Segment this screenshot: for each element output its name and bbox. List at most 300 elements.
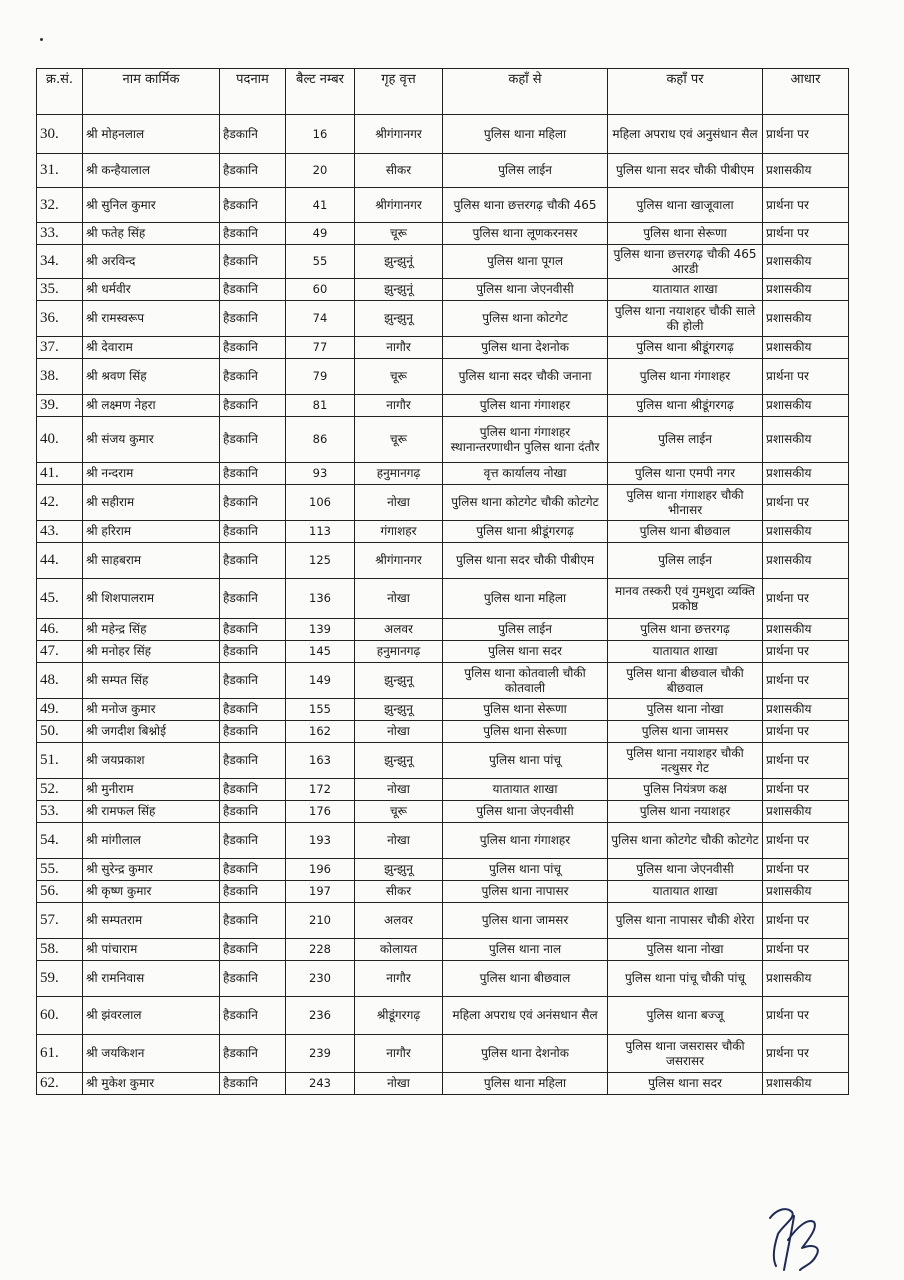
- serial-cell: 41.: [37, 463, 83, 485]
- to-location-cell: पुलिस लाईन: [608, 417, 763, 463]
- serial-cell: 48.: [37, 663, 83, 699]
- home-circle-cell: हनुमानगढ़: [355, 463, 443, 485]
- basis-cell: प्रार्थना पर: [763, 823, 849, 859]
- home-circle-cell: नोखा: [355, 1073, 443, 1095]
- name-cell: श्री श्रवण सिंह: [83, 359, 220, 395]
- name-cell: श्री नन्दराम: [83, 463, 220, 485]
- home-circle-cell: सीकर: [355, 881, 443, 903]
- basis-cell: प्रशासकीय: [763, 463, 849, 485]
- home-circle-cell: नागौर: [355, 395, 443, 417]
- belt-number-cell: 163: [286, 743, 355, 779]
- designation-cell: हैडकानि: [220, 279, 286, 301]
- basis-cell: प्रार्थना पर: [763, 485, 849, 521]
- from-location-cell: पुलिस थाना कोटगेट: [443, 301, 608, 337]
- basis-cell: प्रार्थना पर: [763, 779, 849, 801]
- header-cell: नाम कार्मिक: [83, 69, 220, 115]
- to-location-cell: पुलिस थाना नोखा: [608, 699, 763, 721]
- to-location-cell: मानव तस्करी एवं गुमशुदा व्यक्ति प्रकोष्ठ: [608, 579, 763, 619]
- designation-cell: हैडकानि: [220, 359, 286, 395]
- belt-number-cell: 210: [286, 903, 355, 939]
- basis-cell: प्रार्थना पर: [763, 997, 849, 1035]
- basis-cell: प्रशासकीय: [763, 881, 849, 903]
- basis-cell: प्रार्थना पर: [763, 223, 849, 245]
- name-cell: श्री मनोज कुमार: [83, 699, 220, 721]
- table-row: [37, 223, 849, 245]
- from-location-cell: पुलिस थाना नाल: [443, 939, 608, 961]
- basis-cell: प्रशासकीय: [763, 1073, 849, 1095]
- to-location-cell: यातायात शाखा: [608, 641, 763, 663]
- basis-cell: प्रार्थना पर: [763, 359, 849, 395]
- name-cell: श्री फतेह सिंह: [83, 223, 220, 245]
- to-location-cell: यातायात शाखा: [608, 881, 763, 903]
- designation-cell: हैडकानि: [220, 245, 286, 279]
- from-location-cell: पुलिस थाना पांचू: [443, 743, 608, 779]
- name-cell: श्री हरिराम: [83, 521, 220, 543]
- designation-cell: हैडकानि: [220, 463, 286, 485]
- home-circle-cell: झुन्झुनू: [355, 699, 443, 721]
- from-location-cell: पुलिस थाना सेरूणा: [443, 721, 608, 743]
- name-cell: श्री सुनिल कुमार: [83, 188, 220, 223]
- designation-cell: हैडकानि: [220, 521, 286, 543]
- home-circle-cell: नागौर: [355, 961, 443, 997]
- from-location-cell: पुलिस थाना महिला: [443, 579, 608, 619]
- table-row: [37, 743, 849, 779]
- serial-cell: 47.: [37, 641, 83, 663]
- serial-cell: 61.: [37, 1035, 83, 1073]
- belt-number-cell: 236: [286, 997, 355, 1035]
- from-location-cell: पुलिस थाना पूगल: [443, 245, 608, 279]
- serial-cell: 49.: [37, 699, 83, 721]
- serial-cell: 36.: [37, 301, 83, 337]
- to-location-cell: पुलिस थाना गंगाशहर: [608, 359, 763, 395]
- to-location-cell: पुलिस थाना सेरूणा: [608, 223, 763, 245]
- header-cell: कहाँ पर: [608, 69, 763, 115]
- home-circle-cell: अलवर: [355, 619, 443, 641]
- name-cell: श्री मनोहर सिंह: [83, 641, 220, 663]
- belt-number-cell: 20: [286, 154, 355, 188]
- belt-number-cell: 136: [286, 579, 355, 619]
- name-cell: श्री जयकिशन: [83, 1035, 220, 1073]
- designation-cell: हैडकानि: [220, 1035, 286, 1073]
- to-location-cell: पुलिस थाना खाजूवाला: [608, 188, 763, 223]
- name-cell: श्री मुनीराम: [83, 779, 220, 801]
- designation-cell: हैडकानि: [220, 115, 286, 154]
- table-row: [37, 903, 849, 939]
- header-cell: आधार: [763, 69, 849, 115]
- basis-cell: प्रशासकीय: [763, 417, 849, 463]
- designation-cell: हैडकानि: [220, 859, 286, 881]
- from-location-cell: पुलिस थाना देशनोक: [443, 337, 608, 359]
- designation-cell: हैडकानि: [220, 619, 286, 641]
- name-cell: श्री लक्ष्मण नेहरा: [83, 395, 220, 417]
- basis-cell: प्रशासकीय: [763, 521, 849, 543]
- from-location-cell: पुलिस थाना जेएनवीसी: [443, 801, 608, 823]
- belt-number-cell: 49: [286, 223, 355, 245]
- home-circle-cell: कोलायत: [355, 939, 443, 961]
- to-location-cell: पुलिस थाना जेएनवीसी: [608, 859, 763, 881]
- from-location-cell: पुलिस थाना गंगाशहर स्थानान्तरणाधीन पुलिस थाना दंतौर: [443, 417, 608, 463]
- designation-cell: हैडकानि: [220, 223, 286, 245]
- home-circle-cell: गंगाशहर: [355, 521, 443, 543]
- from-location-cell: पुलिस थाना जेएनवीसी: [443, 279, 608, 301]
- designation-cell: हैडकानि: [220, 721, 286, 743]
- table-row: [37, 699, 849, 721]
- from-location-cell: महिला अपराध एवं अनंसधान सैल: [443, 997, 608, 1035]
- home-circle-cell: नागौर: [355, 337, 443, 359]
- table-row: [37, 301, 849, 337]
- designation-cell: हैडकानि: [220, 801, 286, 823]
- name-cell: श्री पांचाराम: [83, 939, 220, 961]
- from-location-cell: पुलिस थाना जामसर: [443, 903, 608, 939]
- table-row: [37, 485, 849, 521]
- home-circle-cell: श्रीडूंगरगढ़: [355, 997, 443, 1035]
- serial-cell: 44.: [37, 543, 83, 579]
- designation-cell: हैडकानि: [220, 743, 286, 779]
- table-row: [37, 721, 849, 743]
- to-location-cell: पुलिस थाना बीछवाल चौकी बीछवाल: [608, 663, 763, 699]
- to-location-cell: पुलिस थाना नयाशहर: [608, 801, 763, 823]
- to-location-cell: पुलिस थाना नोखा: [608, 939, 763, 961]
- to-location-cell: पुलिस थाना एमपी नगर: [608, 463, 763, 485]
- table-row: [37, 663, 849, 699]
- basis-cell: प्रशासकीय: [763, 245, 849, 279]
- table-row: [37, 395, 849, 417]
- table-row: [37, 543, 849, 579]
- belt-number-cell: 228: [286, 939, 355, 961]
- basis-cell: प्रशासकीय: [763, 395, 849, 417]
- table-row: [37, 337, 849, 359]
- home-circle-cell: चूरू: [355, 359, 443, 395]
- serial-cell: 46.: [37, 619, 83, 641]
- belt-number-cell: 93: [286, 463, 355, 485]
- basis-cell: प्रार्थना पर: [763, 721, 849, 743]
- name-cell: श्री कन्हैयालाल: [83, 154, 220, 188]
- name-cell: श्री अरविन्द: [83, 245, 220, 279]
- home-circle-cell: झुन्झुनू: [355, 301, 443, 337]
- table-row: [37, 188, 849, 223]
- designation-cell: हैडकानि: [220, 337, 286, 359]
- designation-cell: हैडकानि: [220, 699, 286, 721]
- from-location-cell: पुलिस थाना महिला: [443, 1073, 608, 1095]
- from-location-cell: यातायात शाखा: [443, 779, 608, 801]
- header-cell: गृह वृत्त: [355, 69, 443, 115]
- table-row: [37, 619, 849, 641]
- name-cell: श्री सहीराम: [83, 485, 220, 521]
- from-location-cell: पुलिस थाना गंगाशहर: [443, 823, 608, 859]
- basis-cell: प्रार्थना पर: [763, 579, 849, 619]
- home-circle-cell: चूरू: [355, 801, 443, 823]
- serial-cell: 53.: [37, 801, 83, 823]
- home-circle-cell: नोखा: [355, 485, 443, 521]
- basis-cell: प्रशासकीय: [763, 301, 849, 337]
- belt-number-cell: 243: [286, 1073, 355, 1095]
- basis-cell: प्रशासकीय: [763, 337, 849, 359]
- designation-cell: हैडकानि: [220, 779, 286, 801]
- designation-cell: हैडकानि: [220, 395, 286, 417]
- table-row: [37, 245, 849, 279]
- from-location-cell: पुलिस थाना महिला: [443, 115, 608, 154]
- serial-cell: 54.: [37, 823, 83, 859]
- belt-number-cell: 197: [286, 881, 355, 903]
- designation-cell: हैडकानि: [220, 543, 286, 579]
- to-location-cell: पुलिस थाना गंगाशहर चौकी भीनासर: [608, 485, 763, 521]
- belt-number-cell: 139: [286, 619, 355, 641]
- serial-cell: 34.: [37, 245, 83, 279]
- table-row: [37, 961, 849, 997]
- basis-cell: प्रशासकीय: [763, 543, 849, 579]
- name-cell: श्री रामनिवास: [83, 961, 220, 997]
- designation-cell: हैडकानि: [220, 881, 286, 903]
- table-row: [37, 641, 849, 663]
- from-location-cell: पुलिस थाना नापासर: [443, 881, 608, 903]
- designation-cell: हैडकानि: [220, 939, 286, 961]
- designation-cell: हैडकानि: [220, 997, 286, 1035]
- name-cell: श्री सम्पत सिंह: [83, 663, 220, 699]
- table-row: [37, 859, 849, 881]
- name-cell: श्री मोहनलाल: [83, 115, 220, 154]
- belt-number-cell: 155: [286, 699, 355, 721]
- table-row: [37, 779, 849, 801]
- name-cell: श्री साहबराम: [83, 543, 220, 579]
- transfer-table: [36, 68, 849, 1095]
- home-circle-cell: झुन्झुनूं: [355, 279, 443, 301]
- basis-cell: प्रशासकीय: [763, 801, 849, 823]
- to-location-cell: पुलिस थाना जामसर: [608, 721, 763, 743]
- designation-cell: हैडकानि: [220, 301, 286, 337]
- name-cell: श्री मुकेश कुमार: [83, 1073, 220, 1095]
- basis-cell: प्रार्थना पर: [763, 663, 849, 699]
- from-location-cell: पुलिस थाना कोतवाली चौकी कोतवाली: [443, 663, 608, 699]
- table-row: [37, 997, 849, 1035]
- basis-cell: प्रशासकीय: [763, 699, 849, 721]
- table-row: [37, 579, 849, 619]
- designation-cell: हैडकानि: [220, 903, 286, 939]
- serial-cell: 42.: [37, 485, 83, 521]
- to-location-cell: पुलिस लाईन: [608, 543, 763, 579]
- to-location-cell: महिला अपराध एवं अनुसंधान सैल: [608, 115, 763, 154]
- serial-cell: 35.: [37, 279, 83, 301]
- to-location-cell: पुलिस थाना नयाशहर चौकी साले की होली: [608, 301, 763, 337]
- designation-cell: हैडकानि: [220, 579, 286, 619]
- to-location-cell: पुलिस थाना श्रीडूंगरगढ़: [608, 337, 763, 359]
- name-cell: श्री संजय कुमार: [83, 417, 220, 463]
- from-location-cell: पुलिस थाना सदर चौकी पीबीएम: [443, 543, 608, 579]
- home-circle-cell: नोखा: [355, 579, 443, 619]
- table-row: [37, 359, 849, 395]
- table-row: [37, 279, 849, 301]
- table-row: [37, 1035, 849, 1073]
- to-location-cell: पुलिस थाना बीछवाल: [608, 521, 763, 543]
- from-location-cell: पुलिस थाना सदर: [443, 641, 608, 663]
- belt-number-cell: 86: [286, 417, 355, 463]
- header-row: [37, 69, 849, 115]
- name-cell: श्री देवाराम: [83, 337, 220, 359]
- serial-cell: 57.: [37, 903, 83, 939]
- home-circle-cell: श्रीगंगानगर: [355, 188, 443, 223]
- from-location-cell: पुलिस थाना कोटगेट चौकी कोटगेट: [443, 485, 608, 521]
- from-location-cell: पुलिस थाना लूणकरनसर: [443, 223, 608, 245]
- belt-number-cell: 162: [286, 721, 355, 743]
- from-location-cell: पुलिस थाना देशनोक: [443, 1035, 608, 1073]
- serial-cell: 45.: [37, 579, 83, 619]
- belt-number-cell: 239: [286, 1035, 355, 1073]
- basis-cell: प्रार्थना पर: [763, 859, 849, 881]
- basis-cell: प्रार्थना पर: [763, 115, 849, 154]
- from-location-cell: पुलिस लाईन: [443, 619, 608, 641]
- belt-number-cell: 149: [286, 663, 355, 699]
- home-circle-cell: झुन्झुनूं: [355, 245, 443, 279]
- designation-cell: हैडकानि: [220, 1073, 286, 1095]
- basis-cell: प्रशासकीय: [763, 619, 849, 641]
- belt-number-cell: 41: [286, 188, 355, 223]
- to-location-cell: यातायात शाखा: [608, 279, 763, 301]
- from-location-cell: पुलिस थाना बीछवाल: [443, 961, 608, 997]
- designation-cell: हैडकानि: [220, 154, 286, 188]
- belt-number-cell: 145: [286, 641, 355, 663]
- belt-number-cell: 81: [286, 395, 355, 417]
- basis-cell: प्रार्थना पर: [763, 1035, 849, 1073]
- serial-cell: 37.: [37, 337, 83, 359]
- designation-cell: हैडकानि: [220, 485, 286, 521]
- to-location-cell: पुलिस थाना बज्जू: [608, 997, 763, 1035]
- stray-mark: [40, 38, 43, 41]
- serial-cell: 33.: [37, 223, 83, 245]
- to-location-cell: पुलिस थाना छत्तरगढ़: [608, 619, 763, 641]
- belt-number-cell: 113: [286, 521, 355, 543]
- home-circle-cell: नागौर: [355, 1035, 443, 1073]
- home-circle-cell: नोखा: [355, 721, 443, 743]
- belt-number-cell: 16: [286, 115, 355, 154]
- from-location-cell: पुलिस थाना छत्तरगढ़ चौकी 465: [443, 188, 608, 223]
- serial-cell: 31.: [37, 154, 83, 188]
- basis-cell: प्रार्थना पर: [763, 939, 849, 961]
- table-row: [37, 463, 849, 485]
- serial-cell: 32.: [37, 188, 83, 223]
- from-location-cell: पुलिस थाना गंगाशहर: [443, 395, 608, 417]
- designation-cell: हैडकानि: [220, 417, 286, 463]
- belt-number-cell: 74: [286, 301, 355, 337]
- name-cell: श्री महेन्द्र सिंह: [83, 619, 220, 641]
- belt-number-cell: 176: [286, 801, 355, 823]
- home-circle-cell: झुन्झुनू: [355, 663, 443, 699]
- serial-cell: 60.: [37, 997, 83, 1035]
- name-cell: श्री सम्पतराम: [83, 903, 220, 939]
- name-cell: श्री रामफल सिंह: [83, 801, 220, 823]
- designation-cell: हैडकानि: [220, 823, 286, 859]
- designation-cell: हैडकानि: [220, 188, 286, 223]
- table-row: [37, 823, 849, 859]
- header-cell: क्र.सं.: [37, 69, 83, 115]
- name-cell: श्री जगदीश बिश्नोई: [83, 721, 220, 743]
- table-row: [37, 881, 849, 903]
- to-location-cell: पुलिस थाना पांचू चौकी पांचू: [608, 961, 763, 997]
- table-row: [37, 417, 849, 463]
- home-circle-cell: श्रीगंगानगर: [355, 115, 443, 154]
- name-cell: श्री धर्मवीर: [83, 279, 220, 301]
- to-location-cell: पुलिस थाना छत्तरगढ़ चौकी 465 आरडी: [608, 245, 763, 279]
- designation-cell: हैडकानि: [220, 663, 286, 699]
- belt-number-cell: 193: [286, 823, 355, 859]
- table-row: [37, 521, 849, 543]
- name-cell: श्री झंवरलाल: [83, 997, 220, 1035]
- home-circle-cell: अलवर: [355, 903, 443, 939]
- basis-cell: प्रार्थना पर: [763, 188, 849, 223]
- table-row: [37, 115, 849, 154]
- serial-cell: 52.: [37, 779, 83, 801]
- from-location-cell: पुलिस थाना श्रीडूंगरगढ़: [443, 521, 608, 543]
- basis-cell: प्रार्थना पर: [763, 743, 849, 779]
- designation-cell: हैडकानि: [220, 961, 286, 997]
- home-circle-cell: झुन्झुनू: [355, 743, 443, 779]
- basis-cell: प्रशासकीय: [763, 154, 849, 188]
- name-cell: श्री कृष्ण कुमार: [83, 881, 220, 903]
- from-location-cell: पुलिस थाना सेरूणा: [443, 699, 608, 721]
- home-circle-cell: नोखा: [355, 779, 443, 801]
- basis-cell: प्रशासकीय: [763, 961, 849, 997]
- header-cell: कहाँ से: [443, 69, 608, 115]
- basis-cell: प्रार्थना पर: [763, 903, 849, 939]
- serial-cell: 50.: [37, 721, 83, 743]
- name-cell: श्री शिशपालराम: [83, 579, 220, 619]
- signature-scribble: [742, 1196, 832, 1274]
- serial-cell: 39.: [37, 395, 83, 417]
- serial-cell: 38.: [37, 359, 83, 395]
- home-circle-cell: श्रीगंगानगर: [355, 543, 443, 579]
- serial-cell: 40.: [37, 417, 83, 463]
- belt-number-cell: 55: [286, 245, 355, 279]
- to-location-cell: पुलिस थाना नापासर चौकी शेरेरा: [608, 903, 763, 939]
- belt-number-cell: 125: [286, 543, 355, 579]
- basis-cell: प्रार्थना पर: [763, 641, 849, 663]
- table-row: [37, 154, 849, 188]
- name-cell: श्री मांगीलाल: [83, 823, 220, 859]
- to-location-cell: पुलिस थाना सदर चौकी पीबीएम: [608, 154, 763, 188]
- home-circle-cell: नोखा: [355, 823, 443, 859]
- belt-number-cell: 60: [286, 279, 355, 301]
- to-location-cell: पुलिस नियंत्रण कक्ष: [608, 779, 763, 801]
- home-circle-cell: चूरू: [355, 417, 443, 463]
- header-cell: बैल्ट नम्बर: [286, 69, 355, 115]
- to-location-cell: पुलिस थाना कोटगेट चौकी कोटगेट: [608, 823, 763, 859]
- belt-number-cell: 79: [286, 359, 355, 395]
- belt-number-cell: 172: [286, 779, 355, 801]
- belt-number-cell: 230: [286, 961, 355, 997]
- from-location-cell: पुलिस थाना पांचू: [443, 859, 608, 881]
- basis-cell: प्रशासकीय: [763, 279, 849, 301]
- home-circle-cell: हनुमानगढ़: [355, 641, 443, 663]
- serial-cell: 59.: [37, 961, 83, 997]
- header-cell: पदनाम: [220, 69, 286, 115]
- serial-cell: 62.: [37, 1073, 83, 1095]
- table-row: [37, 801, 849, 823]
- serial-cell: 43.: [37, 521, 83, 543]
- serial-cell: 55.: [37, 859, 83, 881]
- home-circle-cell: झुन्झुनू: [355, 859, 443, 881]
- from-location-cell: पुलिस थाना सदर चौकी जनाना: [443, 359, 608, 395]
- name-cell: श्री सुरेन्द्र कुमार: [83, 859, 220, 881]
- home-circle-cell: चूरू: [355, 223, 443, 245]
- serial-cell: 56.: [37, 881, 83, 903]
- table-row: [37, 1073, 849, 1095]
- table-row: [37, 939, 849, 961]
- to-location-cell: पुलिस थाना नयाशहर चौकी नत्थुसर गेट: [608, 743, 763, 779]
- belt-number-cell: 106: [286, 485, 355, 521]
- belt-number-cell: 77: [286, 337, 355, 359]
- from-location-cell: वृत्त कार्यालय नोखा: [443, 463, 608, 485]
- to-location-cell: पुलिस थाना श्रीडूंगरगढ़: [608, 395, 763, 417]
- name-cell: श्री रामस्वरूप: [83, 301, 220, 337]
- serial-cell: 51.: [37, 743, 83, 779]
